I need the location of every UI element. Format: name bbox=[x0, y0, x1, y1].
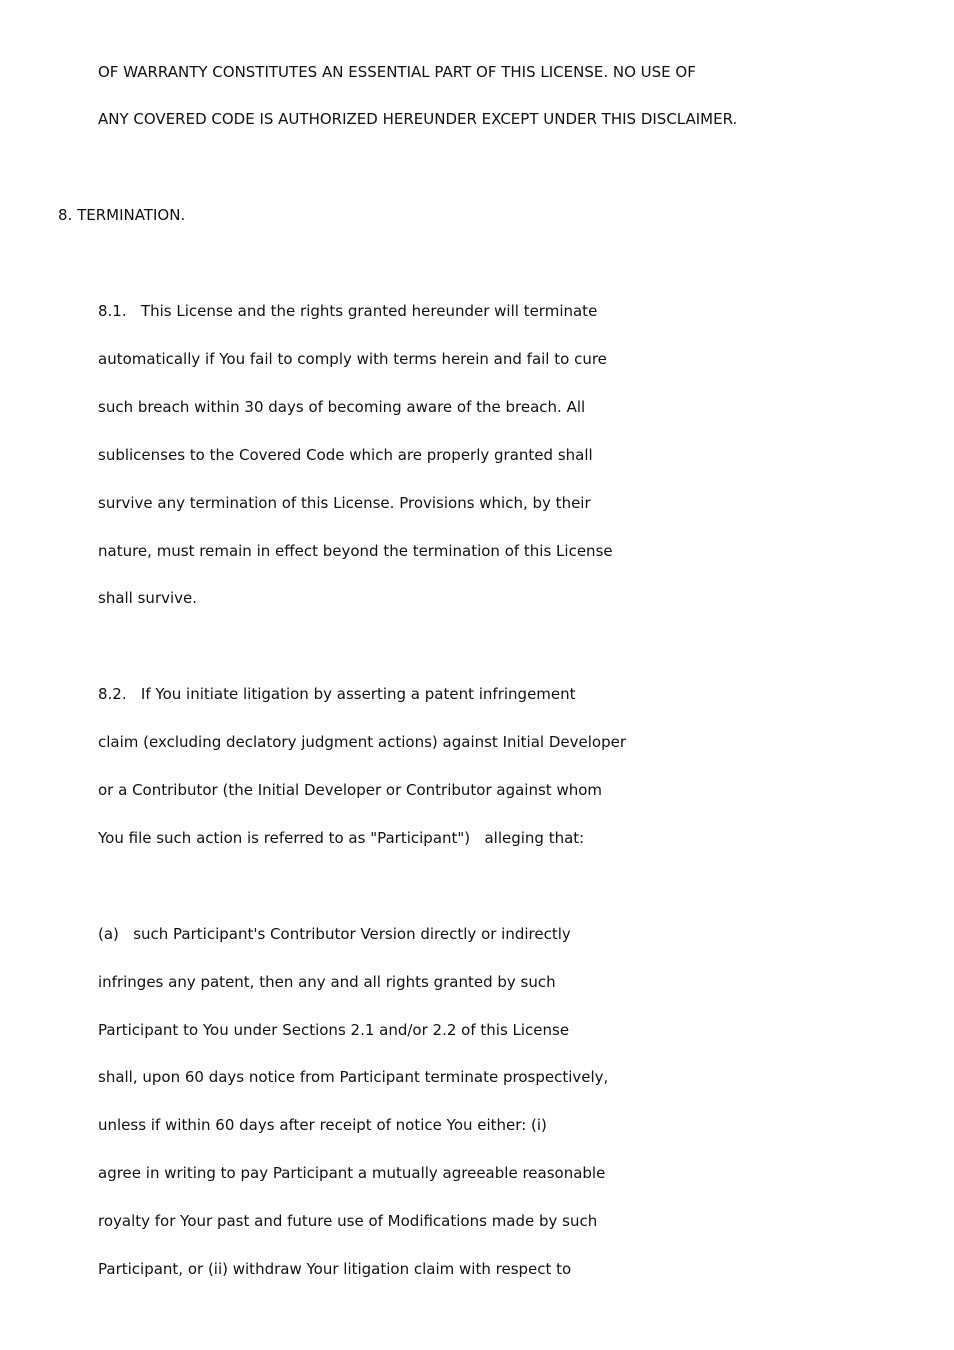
clause-a-line: shall, upon 60 days notice from Participant terminate prospectively, bbox=[98, 1068, 609, 1086]
section-heading: 8. TERMINATION. bbox=[58, 206, 186, 224]
clause-8-2-line: claim (excluding declatory judgment actions) against Initial Developer bbox=[98, 733, 627, 751]
clause-8-2-line: 8.2. If You initiate litigation by asserting a patent infringement bbox=[98, 685, 576, 703]
clause-a-line: Participant, or (ii) withdraw Your litigation claim with respect to bbox=[98, 1260, 572, 1278]
clause-a-line: infringes any patent, then any and all rights granted by such bbox=[98, 973, 556, 991]
clause-a-line: agree in writing to pay Participant a mutually agreeable reasonable bbox=[98, 1164, 606, 1182]
clause-8-1-line: survive any termination of this License. Provisions which, by their bbox=[98, 494, 591, 512]
clause-a-line: (a) such Participant's Contributor Version directly or indirectly bbox=[98, 925, 571, 943]
clause-8-1-line: 8.1. This License and the rights granted hereunder will terminate bbox=[98, 302, 598, 320]
clause-8-2-line: You file such action is referred to as "Participant") alleging that: bbox=[98, 829, 585, 847]
clause-8-1-line: such breach within 30 days of becoming aware of the breach. All bbox=[98, 398, 586, 416]
clause-8-1-line: sublicenses to the Covered Code which are properly granted shall bbox=[98, 446, 593, 464]
clause-a-line: unless if within 60 days after receipt of notice You either: (i) bbox=[98, 1116, 547, 1134]
clause-8-2-line: or a Contributor (the Initial Developer or Contributor against whom bbox=[98, 781, 603, 799]
intro-line: ANY COVERED CODE IS AUTHORIZED HEREUNDER EXCEPT UNDER THIS DISCLAIMER. bbox=[98, 110, 738, 128]
clause-a-line: royalty for Your past and future use of Modifications made by such bbox=[98, 1212, 598, 1230]
clause-8-1-line: automatically if You fail to comply with terms herein and fail to cure bbox=[98, 350, 607, 368]
intro-line: OF WARRANTY CONSTITUTES AN ESSENTIAL PART OF THIS LICENSE. NO USE OF bbox=[98, 63, 696, 81]
clause-a-line: Participant to You under Sections 2.1 and/or 2.2 of this License bbox=[98, 1021, 570, 1039]
clause-8-1-line: shall survive. bbox=[98, 589, 198, 607]
clause-8-1-line: nature, must remain in effect beyond the termination of this License bbox=[98, 542, 613, 560]
